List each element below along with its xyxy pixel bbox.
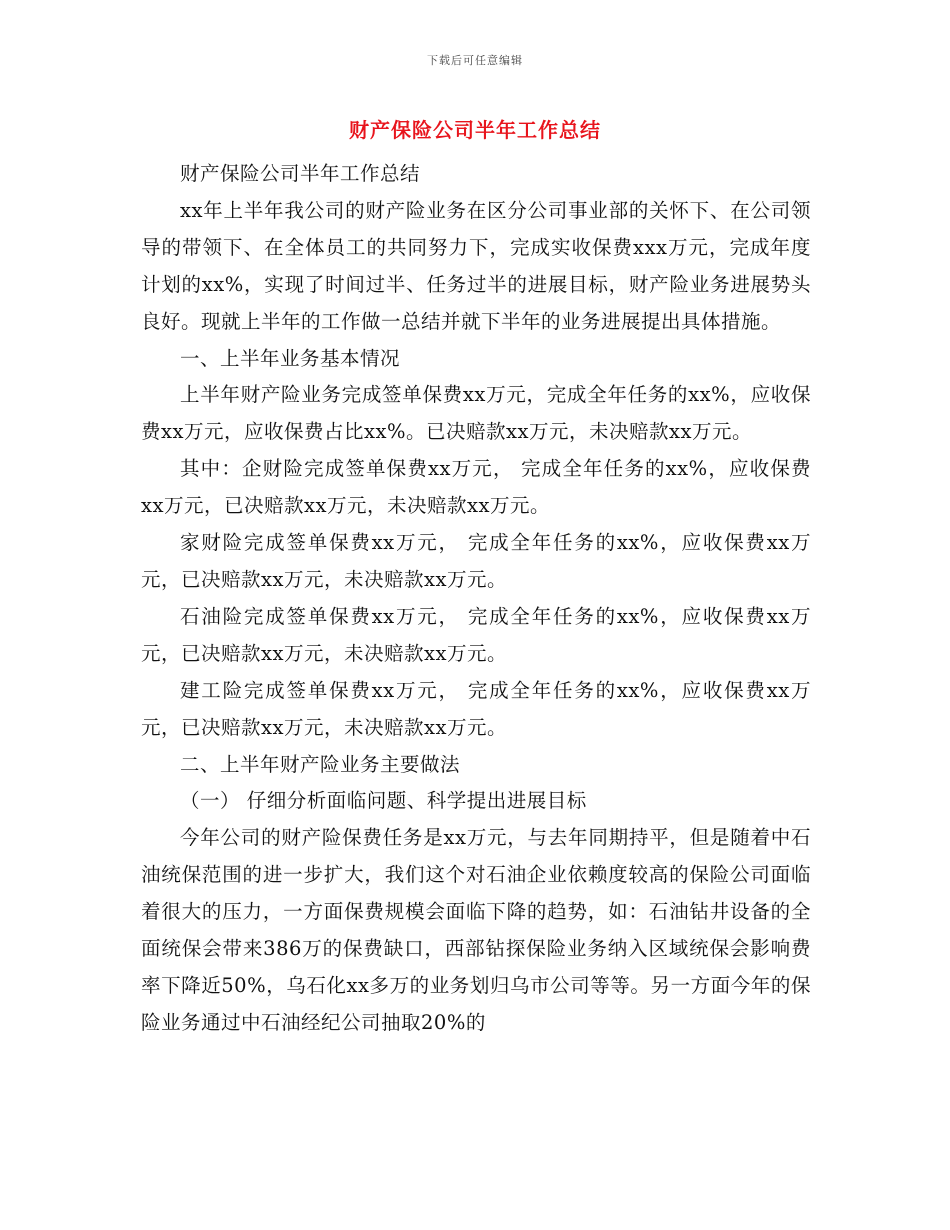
paragraph-construction-insurance: 建工险完成签单保费xx万元， 完成全年任务的xx%，应收保费xx万元，已决赔款xx万元，未决赔款xx万元。 [141, 678, 811, 739]
paragraph-subtitle: 财产保险公司半年工作总结 [180, 162, 421, 185]
paragraph-overview: 上半年财产险业务完成签单保费xx万元，完成全年任务的xx%，应收保费xx万元，应收保费占比xx%。已决赔款xx万元，未决赔款xx万元。 [141, 383, 811, 444]
paragraph-home-insurance: 家财险完成签单保费xx万元， 完成全年任务的xx%，应收保费xx万元，已决赔款xx万元，未决赔款xx万元。 [141, 531, 811, 591]
section-heading-2: 二、上半年财产险业务主要做法 [180, 752, 461, 776]
paragraph-oil-insurance: 石油险完成签单保费xx万元， 完成全年任务的xx%，应收保费xx万元，已决赔款xx万元，未决赔款xx万元。 [141, 604, 811, 665]
section-heading-1: 一、上半年业务基本情况 [180, 346, 401, 370]
paragraph-intro: xx年上半年我公司的财产险业务在区分公司事业部的关怀下、在公司领导的带领下、在全体员工的共同努力下，完成实收保费xxx万元，完成年度计划的xx%，实现了时间过半、任务过半的进展目标，财产险业务进展势头良好。现就上半年的工作做一总结并就下半年的业务进展提出具体措施。 [141, 198, 811, 333]
page-header-note: 下载后可任意编辑 [427, 54, 523, 67]
document-title: 财产保险公司半年工作总结 [349, 118, 601, 142]
subsection-heading-1: （一） 仔细分析面临问题、科学提出进展目标 [180, 789, 587, 813]
document-body [141, 156, 811, 1042]
paragraph-enterprise-insurance: 其中：企财险完成签单保费xx万元， 完成全年任务的xx%，应收保费xx万元，已决赔款xx万元，未决赔款xx万元。 [141, 457, 811, 518]
paragraph-analysis: 今年公司的财产险保费任务是xx万元，与去年同期持平，但是随着中石油统保范围的进一步扩大，我们这个对石油企业依赖度较高的保险公司面临着很大的压力，一方面保费规模会面临下降的趋势，如：石油钻井设备的全面统保会带来386万的保费缺口，西部钻探保险业务纳入区域统保会影响费率下降近50%，乌石化xx多万的业务划归乌市公司等等。另一方面今年的保险业务通过中石油经纪公司抽取20%的 [141, 826, 811, 1034]
